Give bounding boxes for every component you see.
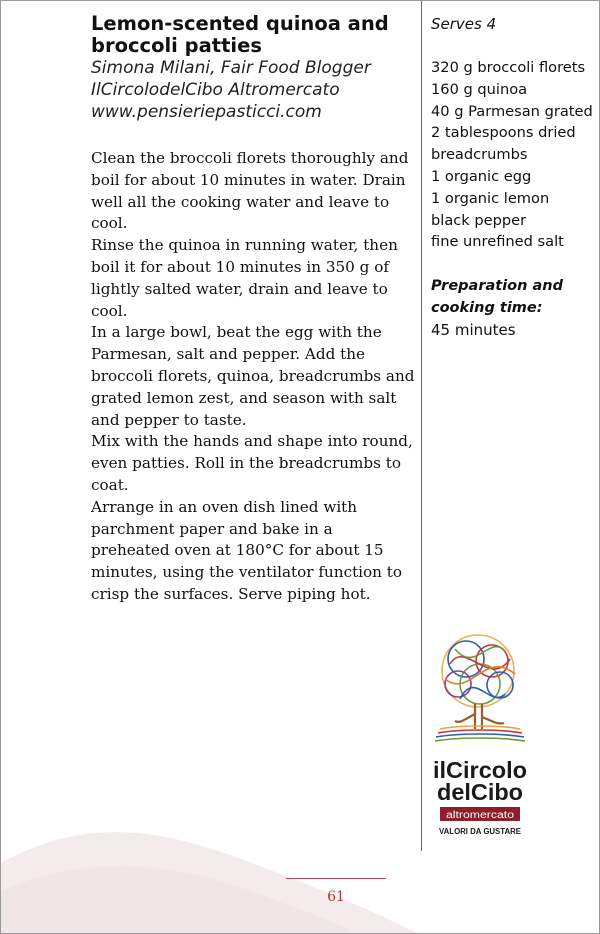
- ingredient-item: black pepper: [431, 211, 527, 229]
- footer-rule: [286, 878, 386, 879]
- method-step: Clean the broccoli florets thoroughly and boil for about 10 minutes in water. Drain well all the cooking water and leave to cool.: [91, 149, 409, 233]
- recipe-blog: IlCircolodelCibo Altromercato: [91, 80, 340, 100]
- circolo-del-cibo-logo: [430, 629, 530, 844]
- ingredient-item: 40 g Parmesan grated: [431, 102, 593, 120]
- ingredient-item: 2 tablespoons dried breadcrumbs: [431, 124, 576, 164]
- recipe-title: Lemon-scented quinoa and broccoli patties: [91, 12, 389, 57]
- method-step: Arrange in an oven dish lined with parchment paper and bake in a preheated oven at 180°C for about 15 minutes, using the ventilator function to crisp the surfaces. Serve piping hot.: [91, 497, 403, 603]
- recipe-author: Simona Milani, Fair Food Blogger: [91, 58, 371, 78]
- ingredient-item: 320 g broccoli florets: [431, 59, 586, 76]
- logo-brand: altromercato: [446, 810, 515, 821]
- ingredient-item: fine unrefined salt: [431, 233, 564, 251]
- page-number: 61: [327, 889, 345, 905]
- recipe-website: www.pensieriepasticci.com: [91, 102, 322, 122]
- ingredient-item: 1 organic lemon: [431, 189, 550, 207]
- ingredients-list: [431, 57, 596, 253]
- method-step: Rinse the quinoa in running water, then boil it for about 10 minutes in 350 g of lightly salted water, drain and leave to cool.: [91, 236, 398, 320]
- logo-line-2: delCibo: [437, 779, 523, 805]
- ingredient-item: 160 g quinoa: [431, 80, 528, 98]
- prep-time-label: Preparation and cooking time:: [431, 278, 563, 317]
- serves-label: Serves 4: [431, 15, 497, 33]
- sidebar: [431, 13, 596, 341]
- prep-time-value: 45 minutes: [431, 321, 516, 340]
- method-steps: [91, 148, 416, 606]
- logo-tagline: VALORI DA GUSTARE: [439, 827, 522, 836]
- logo-line-1: ilCircolo: [433, 757, 527, 783]
- main-column: [91, 13, 416, 606]
- method-step: In a large bowl, beat the egg with the Parmesan, salt and pepper. Add the broccoli florets, quinoa, breadcrumbs and grated lemon zest, and season with salt and pepper to taste.: [91, 323, 415, 429]
- ingredient-item: 1 organic egg: [431, 167, 532, 185]
- method-step: Mix with the hands and shape into round, even patties. Roll in the breadcrumbs to coat.: [91, 432, 413, 494]
- tree-icon: [435, 635, 525, 741]
- column-divider: [421, 1, 422, 851]
